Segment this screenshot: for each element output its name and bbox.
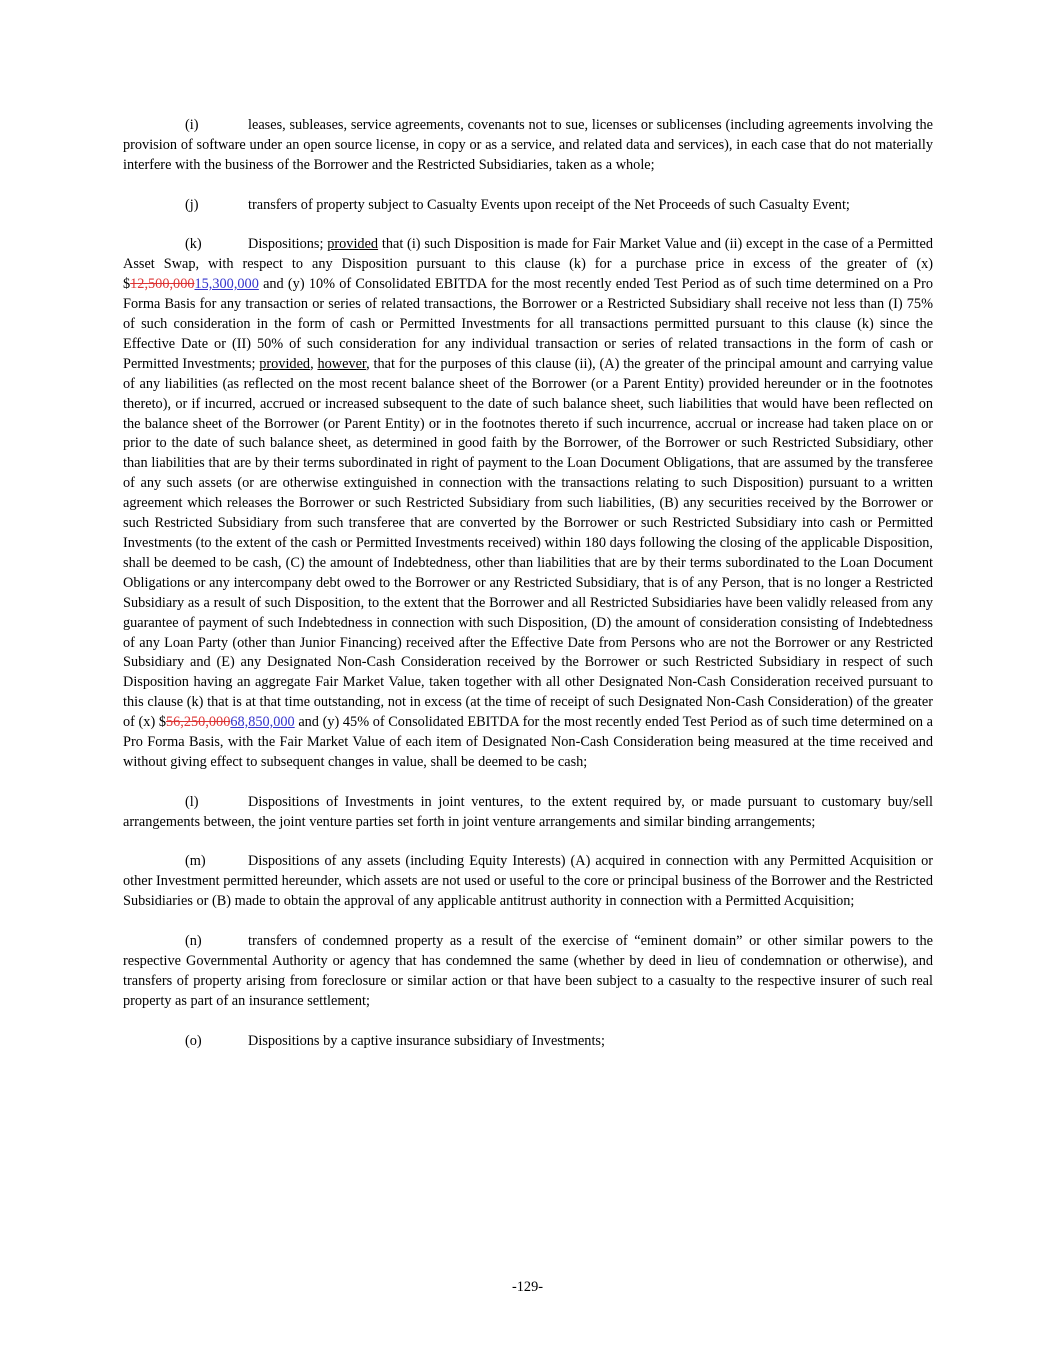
text-segment: Dispositions by a captive insurance subsidiary of Investments; [248, 1032, 605, 1049]
underlined-text-segment: provided [259, 355, 311, 372]
paragraph [123, 1032, 933, 1052]
paragraph-label: (i) [185, 117, 199, 133]
deleted-text-segment: 12,500,000 [130, 276, 195, 293]
text-segment: Dispositions of Investments in joint ventures, to the extent required by, or made pursuant to customary buy/sell arrangements between, the joint venture parties set forth in joint venture arrangements and similar binding arrangements; [123, 793, 933, 830]
text-segment: leases, subleases, service agreements, covenants not to sue, licenses or sublicenses (including agreements involving the provision of software under an open source license, in copy or as a service, and related data and services), in each case that do not materially interfere with the business of the Borrower and the Restricted Subsidiaries, taken as a whole; [123, 117, 933, 173]
document-body [123, 116, 933, 1052]
paragraph [123, 235, 933, 772]
paragraph [123, 793, 933, 833]
text-segment: Dispositions of any assets (including Equity Interests) (A) acquired in connection with any Permitted Acquisition or other Investment permitted hereunder, which assets are not used or useful to the core or principal business of the Borrower and the Restricted Subsidiaries or (B) made to obtain the approval of any applicable antitrust authority in connection with a Permitted Acquisition; [123, 853, 933, 910]
text-segment: and (y) 10% of Consolidated EBITDA for the most recently ended Test Period as of such time determined on a Pro Forma Basis for any transaction or series of related transactions, the Borrower or a Restricted Subsidiary shall receive not less than (I) 75% of such consideration in the form of cash or Permitted Investments for all transactions permitted pursuant to this clause (k) since the Effective Date or (II) 50% of such consideration for any individual transaction or series of related transactions in the form of cash or Permitted Investments; [123, 276, 933, 372]
paragraph-label: (j) [185, 196, 199, 213]
page-number: -129- [512, 1279, 543, 1295]
paragraph-label: (m) [185, 853, 206, 870]
text-segment: , that for the purposes of this clause (ii), (A) the greater of the principal amount and carrying value of any liabilities (as reflected on the most recent balance sheet of the Borrower (or a Parent Entity) provided hereunder or in the footnotes thereto), or if incurred, accrued or increased subsequent to the date of such balance sheet, such liabilities that would have been reflected on the balance sheet of the Borrower (or Parent Entity) or in the footnotes thereto if such incurrence, accrual or increase had taken place on or prior to the date of such balance sheet, as determined in good faith by the Borrower, of the Borrower or such Restricted Subsidiary, other than liabilities that are by their terms subordinated in right of payment to the Loan Document Obligations, that are assumed by the transferee of any such assets (or are otherwise extinguished in connection with the transactions relating to such Disposition) pursuant to a written agreement which releases the Borrower or such Restricted Subsidiary from such liabilities, (B) any securities received by the Borrower or such Restricted Subsidiary from such transferee that are converted by the Borrower or such Restricted Subsidiary into cash or Permitted Investments (to the extent of the cash or Permitted Investments received) within 180 days following the closing of the applicable Disposition, shall be deemed to be cash, (C) the amount of Indebtedness, other than liabilities that are by their terms subordinated to the Loan Document Obligations or any intercompany debt owed to the Borrower or any Restricted Subsidiary, that is of any Person, that is no longer a Restricted Subsidiary as a result of such Disposition, to the extent that the Borrower and all Restricted Subsidiaries have been validly released from any guarantee of payment of such Indebtedness in connection with such Disposition, (D) the amount of consideration consisting of Indebtedness of any Loan Party (other than Junior Financing) received after the Effective Date from Persons who are not the Borrower or any Restricted Subsidiary and (E) any Designated Non-Cash Consideration received by the Borrower or such Restricted Subsidiary in respect of such Disposition having an aggregate Fair Market Value, taken together with all other Designated Non-Cash Consideration received pursuant to this clause (k) that is at that time outstanding, not in excess (at the time of receipt of such Designated Non-Cash Consideration) of the greater of (x) $ [123, 355, 933, 731]
paragraph [123, 852, 933, 912]
paragraph-label: (o) [185, 1032, 202, 1049]
paragraph-label: (l) [185, 793, 199, 810]
page-footer [0, 1278, 1055, 1298]
text-segment: and (y) 45% of Consolidated EBITDA for the most recently ended Test Period as of such time determined on a Pro Forma Basis, with the Fair Market Value of each item of Designated Non-Cash Consideration being measured at the time received and without giving effect to subsequent changes in value, shall be deemed to be cash; [123, 714, 933, 770]
text-segment: transfers of condemned property as a result of the exercise of “eminent domain” or other similar powers to the respective Governmental Authority or agency that has condemned the same (whether by deed in lieu of condemnation or otherwise), and transfers of property arising from foreclosure or similar action or that have been subject to a casualty to the respective insurer of such real property as part of an insurance settlement; [123, 933, 933, 1009]
underlined-text-segment: however [317, 355, 367, 372]
text-segment: transfers of property subject to Casualty Events upon receipt of the Net Proceeds of such Casualty Event; [248, 196, 850, 213]
paragraph [123, 116, 933, 176]
text-segment: that (i) such Disposition is made for Fair Market Value and (ii) except in the case of a Permitted Asset Swap, with respect to any Disposition pursuant to this clause (k) for a purchase price in excess of the greater of (x) $ [123, 236, 933, 293]
paragraph-label: (k) [185, 236, 202, 253]
inserted-text-segment: 68,850,000 [230, 714, 295, 731]
paragraph [123, 196, 933, 216]
paragraph-label: (n) [185, 933, 202, 950]
deleted-text-segment: 56,250,000 [166, 714, 231, 731]
paragraph [123, 932, 933, 1012]
underlined-text-segment: provided [327, 236, 379, 253]
text-segment: Dispositions; [248, 236, 328, 253]
inserted-text-segment: 15,300,000 [194, 276, 259, 293]
text-segment: , [310, 355, 318, 372]
